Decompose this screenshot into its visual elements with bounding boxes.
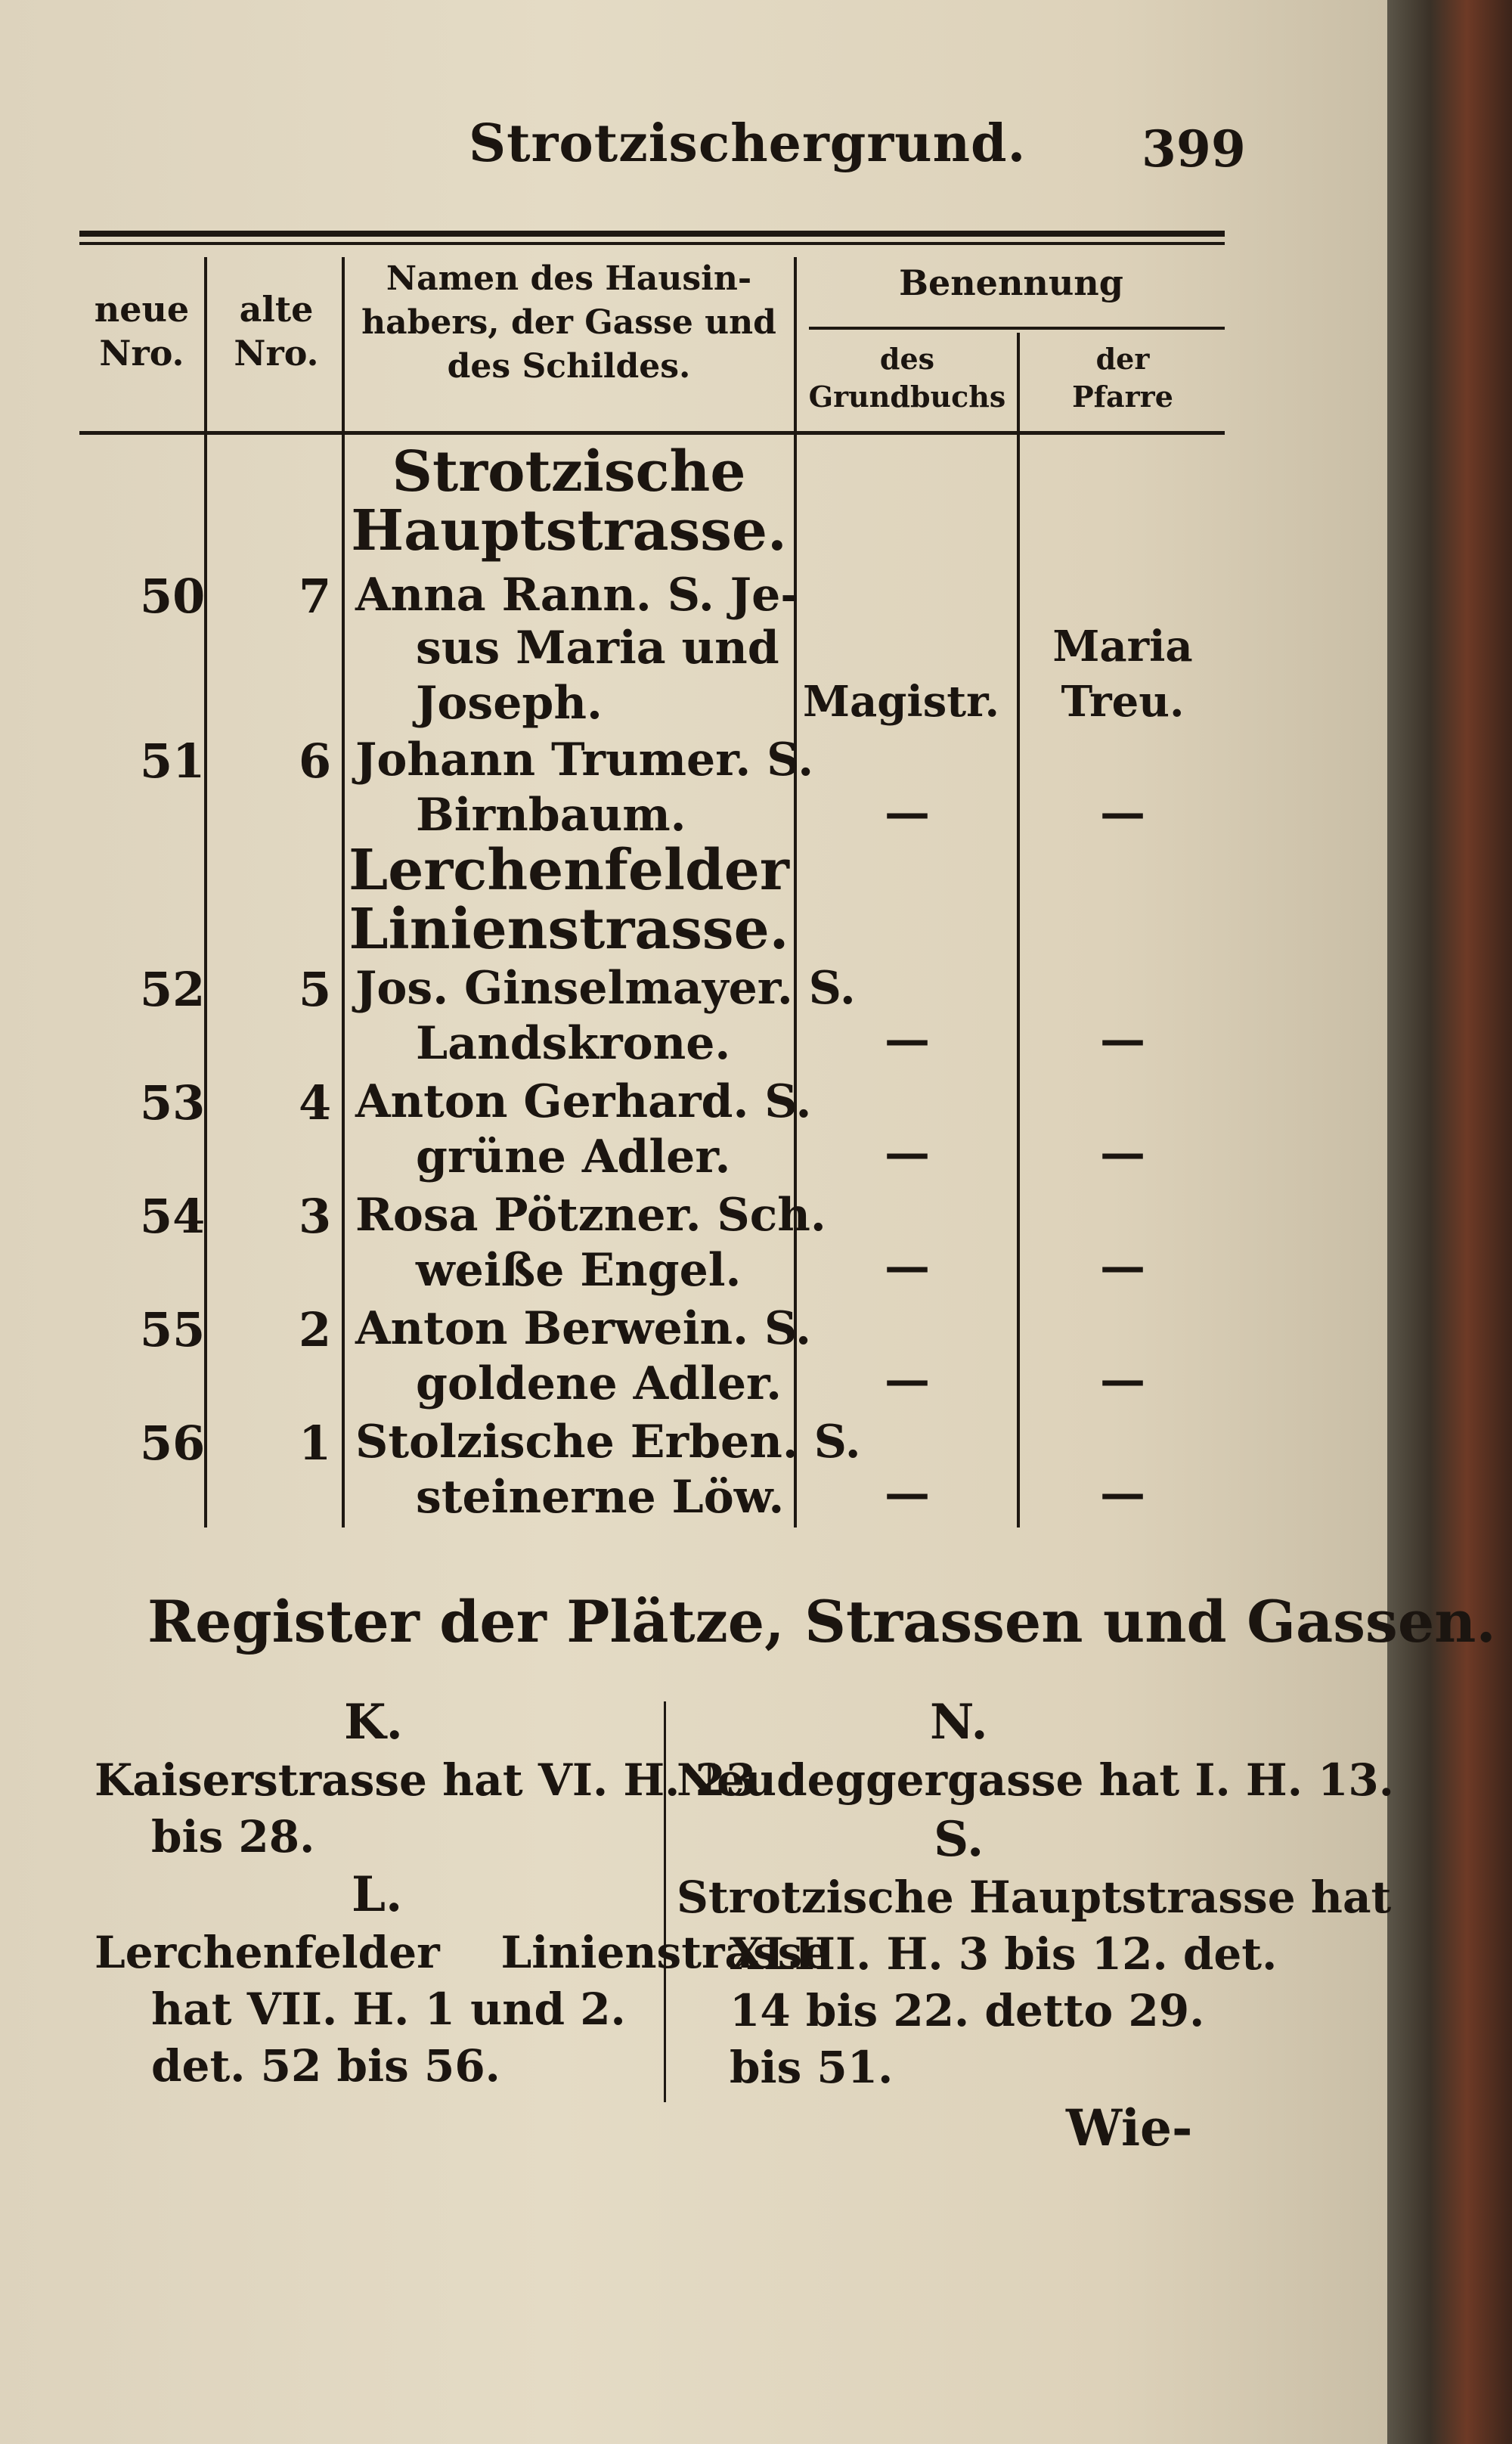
register-s-line-1: Strotzische Hauptstrasse hat [677, 1872, 1392, 1923]
row-54-alte: 3 [299, 1189, 332, 1244]
row-50-line-1: Anna Rann. S. Je- [355, 569, 800, 622]
street-heading-1-line-2: Hauptstrasse. [351, 498, 787, 563]
header-alte-nro [210, 287, 342, 375]
row-50-pfarre-1: Maria [1052, 622, 1193, 671]
row-52-line-1: Jos. Ginselmayer. S. [355, 962, 856, 1015]
row-55-line-1: Anton Berwein. S. [355, 1302, 812, 1355]
row-55-pfarre: — [1100, 1354, 1145, 1407]
row-50-alte: 7 [299, 569, 332, 624]
catchword: Wie- [1066, 2098, 1193, 2157]
row-55-grundbuch: — [885, 1354, 930, 1407]
page-number: 399 [1142, 119, 1246, 178]
row-51-pfarre: — [1100, 786, 1145, 839]
row-51-grundbuch: — [885, 786, 930, 839]
header-namen-line-1: Namen des Hausin- [386, 259, 752, 298]
street-heading-1-line-1: Strotzische [392, 439, 746, 504]
row-55-line-2: goldene Adler. [416, 1357, 782, 1410]
row-50-pfarre-2: Treu. [1061, 677, 1185, 727]
row-56-line-1: Stolzische Erben. S. [355, 1416, 861, 1469]
register-k-line-1: Kaiserstrasse hat VI. H. 23 [94, 1754, 757, 1806]
col-rule-4 [1017, 333, 1020, 1528]
register-s-line-4: bis 51. [730, 2042, 894, 2093]
register-l-line-2: hat VII. H. 1 und 2. [151, 1983, 626, 2035]
register-title: Register der Plätze, Strassen und Gassen. [147, 1588, 1496, 1655]
row-54-pfarre: — [1100, 1240, 1145, 1293]
register-k-line-2: bis 28. [151, 1811, 315, 1862]
street-heading-2-line-2: Linienstrasse. [349, 897, 789, 962]
row-55-neue: 55 [140, 1302, 206, 1357]
header-grundbuchs [798, 340, 1017, 416]
row-54-line-1: Rosa Pötzner. Sch. [355, 1189, 826, 1242]
row-52-pfarre: — [1100, 1013, 1145, 1066]
row-51-line-2: Birnbaum. [416, 789, 686, 842]
register-l-line-1: Lerchenfelder Linienstrasse [94, 1927, 831, 1978]
row-50-line-3: Joseph. [416, 677, 603, 730]
row-53-grundbuch: — [885, 1127, 930, 1180]
header-grundbuchs-label: Grundbuchs [808, 380, 1006, 414]
row-52-alte: 5 [299, 962, 332, 1017]
row-51-neue: 51 [140, 734, 206, 789]
col-rule-2 [342, 257, 345, 1528]
register-s-line-3: 14 bis 22. detto 29. [730, 1985, 1205, 2036]
table-top-rule-thin [79, 242, 1225, 245]
row-53-line-1: Anton Gerhard. S. [355, 1075, 812, 1128]
row-53-pfarre: — [1100, 1127, 1145, 1180]
row-52-neue: 52 [140, 962, 206, 1017]
register-n-line-1: Neudeggergasse hat I. H. 13. [677, 1754, 1394, 1806]
header-grundbuchs-des: des [879, 342, 935, 376]
row-50-neue: 50 [140, 569, 206, 624]
header-neue: neue [94, 289, 190, 330]
header-pfarre-der: der [1095, 342, 1150, 376]
register-letter-s: S. [934, 1811, 984, 1868]
table-top-rule [79, 231, 1225, 237]
header-namen [348, 257, 790, 389]
header-pfarre [1021, 340, 1225, 416]
header-alte: alte [239, 289, 314, 330]
row-56-alte: 1 [299, 1416, 332, 1471]
row-52-grundbuch: — [885, 1013, 930, 1066]
row-53-line-2: grüne Adler. [416, 1131, 731, 1183]
header-alte-nro-label: Nro. [234, 333, 319, 374]
register-letter-l: L. [352, 1866, 403, 1923]
header-neue-nro-label: Nro. [99, 333, 184, 374]
row-50-line-2: sus Maria und [416, 622, 779, 675]
header-benennung: Benennung [899, 262, 1123, 303]
row-53-neue: 53 [140, 1075, 206, 1131]
row-51-line-1: Johann Trumer. S. [355, 734, 814, 786]
row-56-neue: 56 [140, 1416, 206, 1471]
row-50-grundbuch: Magistr. [803, 677, 999, 727]
register-letter-n: N. [930, 1694, 988, 1751]
row-55-alte: 2 [299, 1302, 332, 1357]
street-heading-1 [348, 439, 790, 563]
benennung-sub-rule [809, 327, 1225, 330]
header-bottom-rule [79, 431, 1225, 435]
header-pfarre-label: Pfarre [1072, 380, 1173, 414]
row-56-pfarre: — [1100, 1467, 1145, 1520]
street-heading-2-line-1: Lerchenfelder [349, 838, 789, 903]
row-54-line-2: weiße Engel. [416, 1244, 742, 1297]
street-heading-2 [348, 838, 790, 962]
register-l-line-3: det. 52 bis 56. [151, 2040, 500, 2092]
row-51-alte: 6 [299, 734, 332, 789]
row-54-neue: 54 [140, 1189, 206, 1244]
row-56-line-2: steinerne Löw. [416, 1471, 785, 1524]
register-letter-k: K. [344, 1694, 403, 1751]
row-52-line-2: Landskrone. [416, 1017, 731, 1070]
header-namen-line-3: des Schildes. [447, 347, 691, 386]
row-54-grundbuch: — [885, 1240, 930, 1293]
header-namen-line-2: habers, der Gasse und [361, 303, 776, 342]
row-56-grundbuch: — [885, 1467, 930, 1520]
header-neue-nro [79, 287, 204, 375]
register-s-line-2: XLIII. H. 3 bis 12. det. [730, 1928, 1278, 1980]
row-53-alte: 4 [299, 1075, 332, 1131]
running-head: Strotzischergrund. [469, 113, 1027, 174]
